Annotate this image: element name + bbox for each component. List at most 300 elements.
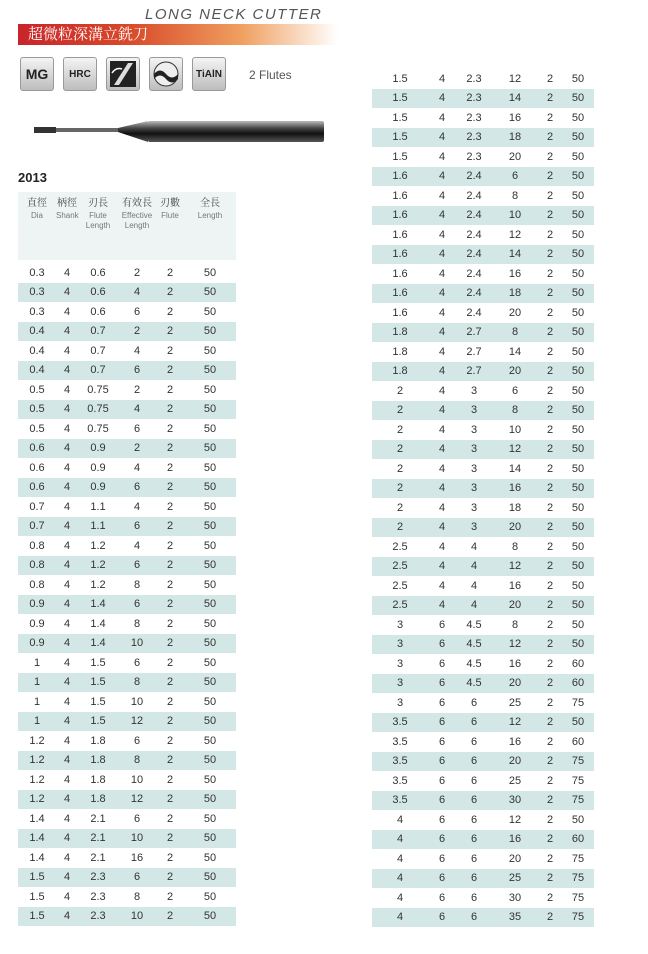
table-cell: 50	[203, 559, 217, 572]
table-cell: 1.4	[29, 812, 45, 825]
table-cell: 16	[508, 833, 522, 846]
table-cell: 2.3	[466, 92, 482, 105]
table-cell: 50	[203, 578, 217, 591]
table-cell: 2	[166, 286, 174, 299]
table-row	[372, 557, 594, 577]
table-cell: 50	[571, 209, 585, 222]
table-cell: 2	[546, 131, 554, 144]
header-dia: 直徑 Dia	[27, 198, 47, 220]
table-cell: 6	[470, 872, 478, 885]
table-cell: 1.2	[90, 559, 106, 572]
table-row	[372, 537, 594, 557]
table-cell: 2	[166, 890, 174, 903]
table-cell: 50	[203, 910, 217, 923]
table-cell: 14	[508, 462, 522, 475]
table-row	[372, 420, 594, 440]
table-cell: 2	[546, 248, 554, 261]
table-cell: 50	[571, 345, 585, 358]
table-cell: 8	[133, 676, 141, 689]
table-cell: 0.8	[29, 539, 45, 552]
table-cell: 2	[546, 813, 554, 826]
table-row	[18, 673, 236, 693]
flutes-label: 2 Flutes	[249, 68, 292, 82]
table-cell: 16	[508, 657, 522, 670]
table-cell: 16	[508, 111, 522, 124]
table-row	[372, 225, 594, 245]
table-row	[18, 283, 236, 303]
table-cell: 2	[166, 305, 174, 318]
table-cell: 6	[470, 755, 478, 768]
table-cell: 20	[508, 852, 522, 865]
table-cell: 6	[470, 774, 478, 787]
table-cell: 50	[571, 638, 585, 651]
table-cell: 2	[396, 462, 404, 475]
table-row	[18, 595, 236, 615]
table-cell: 2.4	[466, 287, 482, 300]
table-cell: 4	[470, 599, 478, 612]
table-cell: 1.2	[29, 754, 45, 767]
table-cell: 6	[470, 813, 478, 826]
table-cell: 4	[470, 579, 478, 592]
table-cell: 50	[571, 111, 585, 124]
table-cell: 6	[438, 852, 446, 865]
table-cell: 2	[166, 676, 174, 689]
table-cell: 1.1	[90, 500, 106, 513]
table-cell: 1.8	[392, 365, 408, 378]
table-cell: 2	[546, 599, 554, 612]
table-cell: 4	[438, 521, 446, 534]
table-cell: 0.7	[29, 520, 45, 533]
table-cell: 0.9	[90, 461, 106, 474]
table-cell: 4	[438, 404, 446, 417]
table-cell: 2.1	[90, 812, 106, 825]
mg-badge-icon: MG	[20, 57, 54, 91]
table-cell: 1.5	[90, 715, 106, 728]
table-row	[18, 400, 236, 420]
table-cell: 2	[546, 189, 554, 202]
table-row	[18, 575, 236, 595]
table-row	[372, 69, 594, 89]
table-cell: 2	[166, 403, 174, 416]
table-cell: 4	[63, 832, 71, 845]
table-cell: 1.6	[392, 209, 408, 222]
table-cell: 4	[133, 286, 141, 299]
table-cell: 1	[33, 656, 41, 669]
table-cell: 3	[470, 384, 478, 397]
table-cell: 8	[133, 754, 141, 767]
table-cell: 16	[508, 267, 522, 280]
table-cell: 4	[63, 325, 71, 338]
table-row	[18, 809, 236, 829]
table-cell: 4	[438, 326, 446, 339]
table-cell: 4	[63, 539, 71, 552]
table-cell: 6	[438, 774, 446, 787]
table-cell: 2.1	[90, 851, 106, 864]
table-cell: 4	[63, 442, 71, 455]
table-cell: 4	[438, 365, 446, 378]
table-cell: 1.2	[90, 578, 106, 591]
table-cell: 2	[166, 559, 174, 572]
header-length: 全長 Length	[197, 198, 223, 220]
table-cell: 2	[166, 344, 174, 357]
table-cell: 6	[133, 481, 141, 494]
table-cell: 3	[396, 638, 404, 651]
table-cell: 50	[571, 365, 585, 378]
table-cell: 12	[508, 443, 522, 456]
table-cell: 6	[470, 833, 478, 846]
table-cell: 50	[571, 326, 585, 339]
table-cell: 0.6	[29, 481, 45, 494]
table-cell: 4	[438, 150, 446, 163]
table-row	[18, 848, 236, 868]
table-cell: 6	[470, 696, 478, 709]
table-cell: 60	[571, 833, 585, 846]
table-cell: 0.3	[29, 286, 45, 299]
table-cell: 50	[571, 248, 585, 261]
table-cell: 2	[396, 404, 404, 417]
table-cell: 2	[546, 170, 554, 183]
table-cell: 2.3	[466, 131, 482, 144]
table-cell: 4	[63, 403, 71, 416]
table-cell: 50	[203, 481, 217, 494]
table-cell: 6	[133, 422, 141, 435]
table-cell: 2	[166, 832, 174, 845]
table-cell: 2	[546, 833, 554, 846]
table-cell: 6	[470, 735, 478, 748]
table-cell: 10	[130, 910, 144, 923]
table-cell: 2	[546, 774, 554, 787]
table-cell: 4	[438, 228, 446, 241]
table-cell: 4	[63, 793, 71, 806]
table-cell: 2.5	[392, 540, 408, 553]
table-cell: 50	[571, 540, 585, 553]
table-cell: 2	[546, 92, 554, 105]
table-cell: 2	[166, 617, 174, 630]
table-cell: 2.4	[466, 248, 482, 261]
table-cell: 2	[166, 520, 174, 533]
table-cell: 50	[571, 404, 585, 417]
table-cell: 50	[571, 813, 585, 826]
table-cell: 3	[470, 482, 478, 495]
table-cell: 50	[571, 72, 585, 85]
table-cell: 8	[511, 540, 519, 553]
table-cell: 0.4	[29, 344, 45, 357]
table-cell: 30	[508, 891, 522, 904]
table-cell: 10	[130, 637, 144, 650]
table-cell: 1.6	[392, 267, 408, 280]
table-row	[372, 654, 594, 674]
table-cell: 0.9	[29, 637, 45, 650]
table-cell: 2	[546, 326, 554, 339]
table-cell: 4	[438, 579, 446, 592]
table-cell: 50	[571, 306, 585, 319]
table-row	[18, 731, 236, 751]
table-row	[372, 459, 594, 479]
table-cell: 1.6	[392, 248, 408, 261]
table-cell: 50	[203, 617, 217, 630]
table-cell: 12	[130, 793, 144, 806]
table-cell: 2	[546, 345, 554, 358]
table-cell: 2	[166, 481, 174, 494]
table-cell: 4	[63, 500, 71, 513]
table-cell: 1.8	[90, 793, 106, 806]
model-code: 2013	[18, 170, 47, 185]
table-cell: 2	[166, 695, 174, 708]
table-row	[372, 849, 594, 869]
table-row	[372, 264, 594, 284]
table-cell: 2.3	[466, 150, 482, 163]
table-cell: 2.4	[466, 306, 482, 319]
helix-angle-icon	[106, 57, 140, 91]
table-row	[372, 830, 594, 850]
table-cell: 2	[166, 637, 174, 650]
table-row	[18, 868, 236, 888]
table-cell: 2	[546, 150, 554, 163]
table-cell: 20	[508, 755, 522, 768]
table-cell: 1.5	[29, 890, 45, 903]
table-cell: 3	[396, 657, 404, 670]
table-cell: 0.75	[87, 403, 109, 416]
table-row	[18, 341, 236, 361]
table-cell: 6	[133, 364, 141, 377]
feature-badges	[20, 57, 226, 91]
table-cell: 12	[508, 228, 522, 241]
table-cell: 4	[438, 482, 446, 495]
table-cell: 6	[133, 559, 141, 572]
table-cell: 50	[571, 131, 585, 144]
table-cell: 18	[508, 131, 522, 144]
table-cell: 75	[571, 852, 585, 865]
table-row	[372, 147, 594, 167]
table-row	[372, 693, 594, 713]
table-cell: 1.5	[392, 72, 408, 85]
table-cell: 2.1	[90, 832, 106, 845]
table-cell: 75	[571, 794, 585, 807]
table-cell: 50	[203, 500, 217, 513]
table-row	[372, 596, 594, 616]
table-cell: 6	[438, 735, 446, 748]
table-cell: 2	[133, 325, 141, 338]
table-cell: 4	[63, 344, 71, 357]
table-row	[18, 692, 236, 712]
table-cell: 1.4	[29, 851, 45, 864]
table-cell: 50	[203, 871, 217, 884]
table-cell: 50	[571, 228, 585, 241]
table-cell: 0.9	[29, 598, 45, 611]
table-cell: 4	[438, 92, 446, 105]
table-cell: 50	[203, 305, 217, 318]
table-cell: 1.5	[392, 131, 408, 144]
table-cell: 6	[133, 812, 141, 825]
table-cell: 2.4	[466, 267, 482, 280]
table-cell: 4	[438, 209, 446, 222]
table-cell: 0.8	[29, 578, 45, 591]
table-row	[372, 401, 594, 421]
table-cell: 12	[508, 716, 522, 729]
table-cell: 50	[203, 832, 217, 845]
table-row	[372, 479, 594, 499]
table-cell: 8	[133, 578, 141, 591]
table-cell: 2	[546, 111, 554, 124]
table-cell: 0.6	[90, 266, 106, 279]
table-cell: 2	[546, 482, 554, 495]
table-row	[372, 732, 594, 752]
table-cell: 1.4	[90, 637, 106, 650]
table-cell: 20	[508, 677, 522, 690]
table-cell: 50	[571, 599, 585, 612]
table-row	[372, 674, 594, 694]
table-cell: 16	[130, 851, 144, 864]
table-cell: 2.3	[90, 871, 106, 884]
table-cell: 2	[546, 638, 554, 651]
table-cell: 6	[438, 716, 446, 729]
table-row	[372, 498, 594, 518]
flute-shape-icon	[149, 57, 183, 91]
table-cell: 2	[546, 209, 554, 222]
table-cell: 4	[63, 812, 71, 825]
table-cell: 2	[546, 267, 554, 280]
table-cell: 4	[63, 559, 71, 572]
table-cell: 3	[470, 501, 478, 514]
table-cell: 1.2	[29, 734, 45, 747]
table-cell: 6	[438, 891, 446, 904]
header-effective-length: 有效長 Effective Length	[121, 198, 153, 230]
table-row	[18, 790, 236, 810]
table-cell: 1.6	[392, 228, 408, 241]
table-cell: 1	[33, 715, 41, 728]
coating-badge-icon: TiAlN	[192, 57, 226, 91]
table-cell: 12	[508, 72, 522, 85]
table-cell: 2	[546, 657, 554, 670]
table-cell: 2	[166, 754, 174, 767]
table-cell: 4	[438, 345, 446, 358]
table-cell: 60	[571, 735, 585, 748]
table-cell: 14	[508, 92, 522, 105]
table-cell: 4	[438, 384, 446, 397]
table-row	[18, 614, 236, 634]
table-cell: 50	[571, 579, 585, 592]
table-row	[18, 653, 236, 673]
table-cell: 1.8	[90, 734, 106, 747]
table-cell: 4	[396, 872, 404, 885]
table-row	[372, 284, 594, 304]
table-cell: 0.8	[29, 559, 45, 572]
table-row	[372, 713, 594, 733]
table-cell: 8	[511, 189, 519, 202]
table-cell: 2	[166, 461, 174, 474]
table-cell: 4	[438, 189, 446, 202]
table-header	[18, 192, 236, 260]
table-cell: 4.5	[466, 638, 482, 651]
table-cell: 4	[438, 287, 446, 300]
table-cell: 6	[470, 794, 478, 807]
table-row	[372, 245, 594, 265]
table-cell: 2	[166, 539, 174, 552]
table-cell: 10	[508, 209, 522, 222]
table-cell: 50	[203, 695, 217, 708]
table-cell: 50	[203, 266, 217, 279]
table-cell: 1.8	[392, 345, 408, 358]
table-cell: 2	[166, 598, 174, 611]
table-cell: 2	[166, 734, 174, 747]
table-cell: 50	[203, 851, 217, 864]
table-cell: 2	[546, 872, 554, 885]
table-cell: 4	[438, 423, 446, 436]
table-cell: 2	[166, 656, 174, 669]
table-cell: 2	[546, 794, 554, 807]
table-cell: 16	[508, 482, 522, 495]
table-cell: 12	[508, 638, 522, 651]
table-cell: 1.4	[29, 832, 45, 845]
table-row	[18, 712, 236, 732]
table-cell: 20	[508, 521, 522, 534]
table-cell: 0.7	[90, 364, 106, 377]
table-cell: 2.7	[466, 326, 482, 339]
table-cell: 4	[438, 248, 446, 261]
table-cell: 4	[396, 911, 404, 924]
table-cell: 2	[546, 462, 554, 475]
table-cell: 20	[508, 365, 522, 378]
header-flute: 刃數 Flute	[160, 198, 180, 220]
table-cell: 75	[571, 891, 585, 904]
table-cell: 6	[438, 813, 446, 826]
table-cell: 4	[470, 540, 478, 553]
table-cell: 1.5	[29, 910, 45, 923]
table-cell: 4	[63, 266, 71, 279]
table-cell: 2	[546, 443, 554, 456]
spec-table-left	[18, 263, 236, 926]
table-cell: 2.3	[466, 72, 482, 85]
table-cell: 4	[133, 461, 141, 474]
table-cell: 50	[571, 482, 585, 495]
table-cell: 2	[166, 851, 174, 864]
table-cell: 1.2	[29, 793, 45, 806]
table-cell: 3	[470, 443, 478, 456]
table-cell: 35	[508, 911, 522, 924]
table-cell: 30	[508, 794, 522, 807]
table-cell: 2	[396, 423, 404, 436]
table-cell: 2	[166, 266, 174, 279]
table-cell: 3	[396, 677, 404, 690]
table-cell: 0.6	[29, 442, 45, 455]
table-row	[372, 908, 594, 928]
table-cell: 4	[396, 813, 404, 826]
table-cell: 6	[438, 657, 446, 670]
table-cell: 3	[470, 404, 478, 417]
table-cell: 4	[63, 734, 71, 747]
table-cell: 3.5	[392, 716, 408, 729]
end-mill-tool-image	[30, 112, 330, 152]
table-row	[372, 303, 594, 323]
table-cell: 1.6	[392, 170, 408, 183]
table-cell: 6	[511, 384, 519, 397]
table-cell: 1.5	[392, 92, 408, 105]
table-cell: 4	[63, 383, 71, 396]
table-row	[372, 615, 594, 635]
table-row	[18, 887, 236, 907]
table-cell: 50	[571, 92, 585, 105]
table-cell: 4	[63, 305, 71, 318]
table-cell: 50	[571, 287, 585, 300]
table-row	[372, 810, 594, 830]
table-cell: 10	[508, 423, 522, 436]
table-cell: 4	[63, 637, 71, 650]
table-cell: 4	[63, 754, 71, 767]
table-cell: 6	[133, 734, 141, 747]
table-cell: 50	[203, 442, 217, 455]
table-cell: 50	[203, 539, 217, 552]
table-cell: 50	[203, 598, 217, 611]
